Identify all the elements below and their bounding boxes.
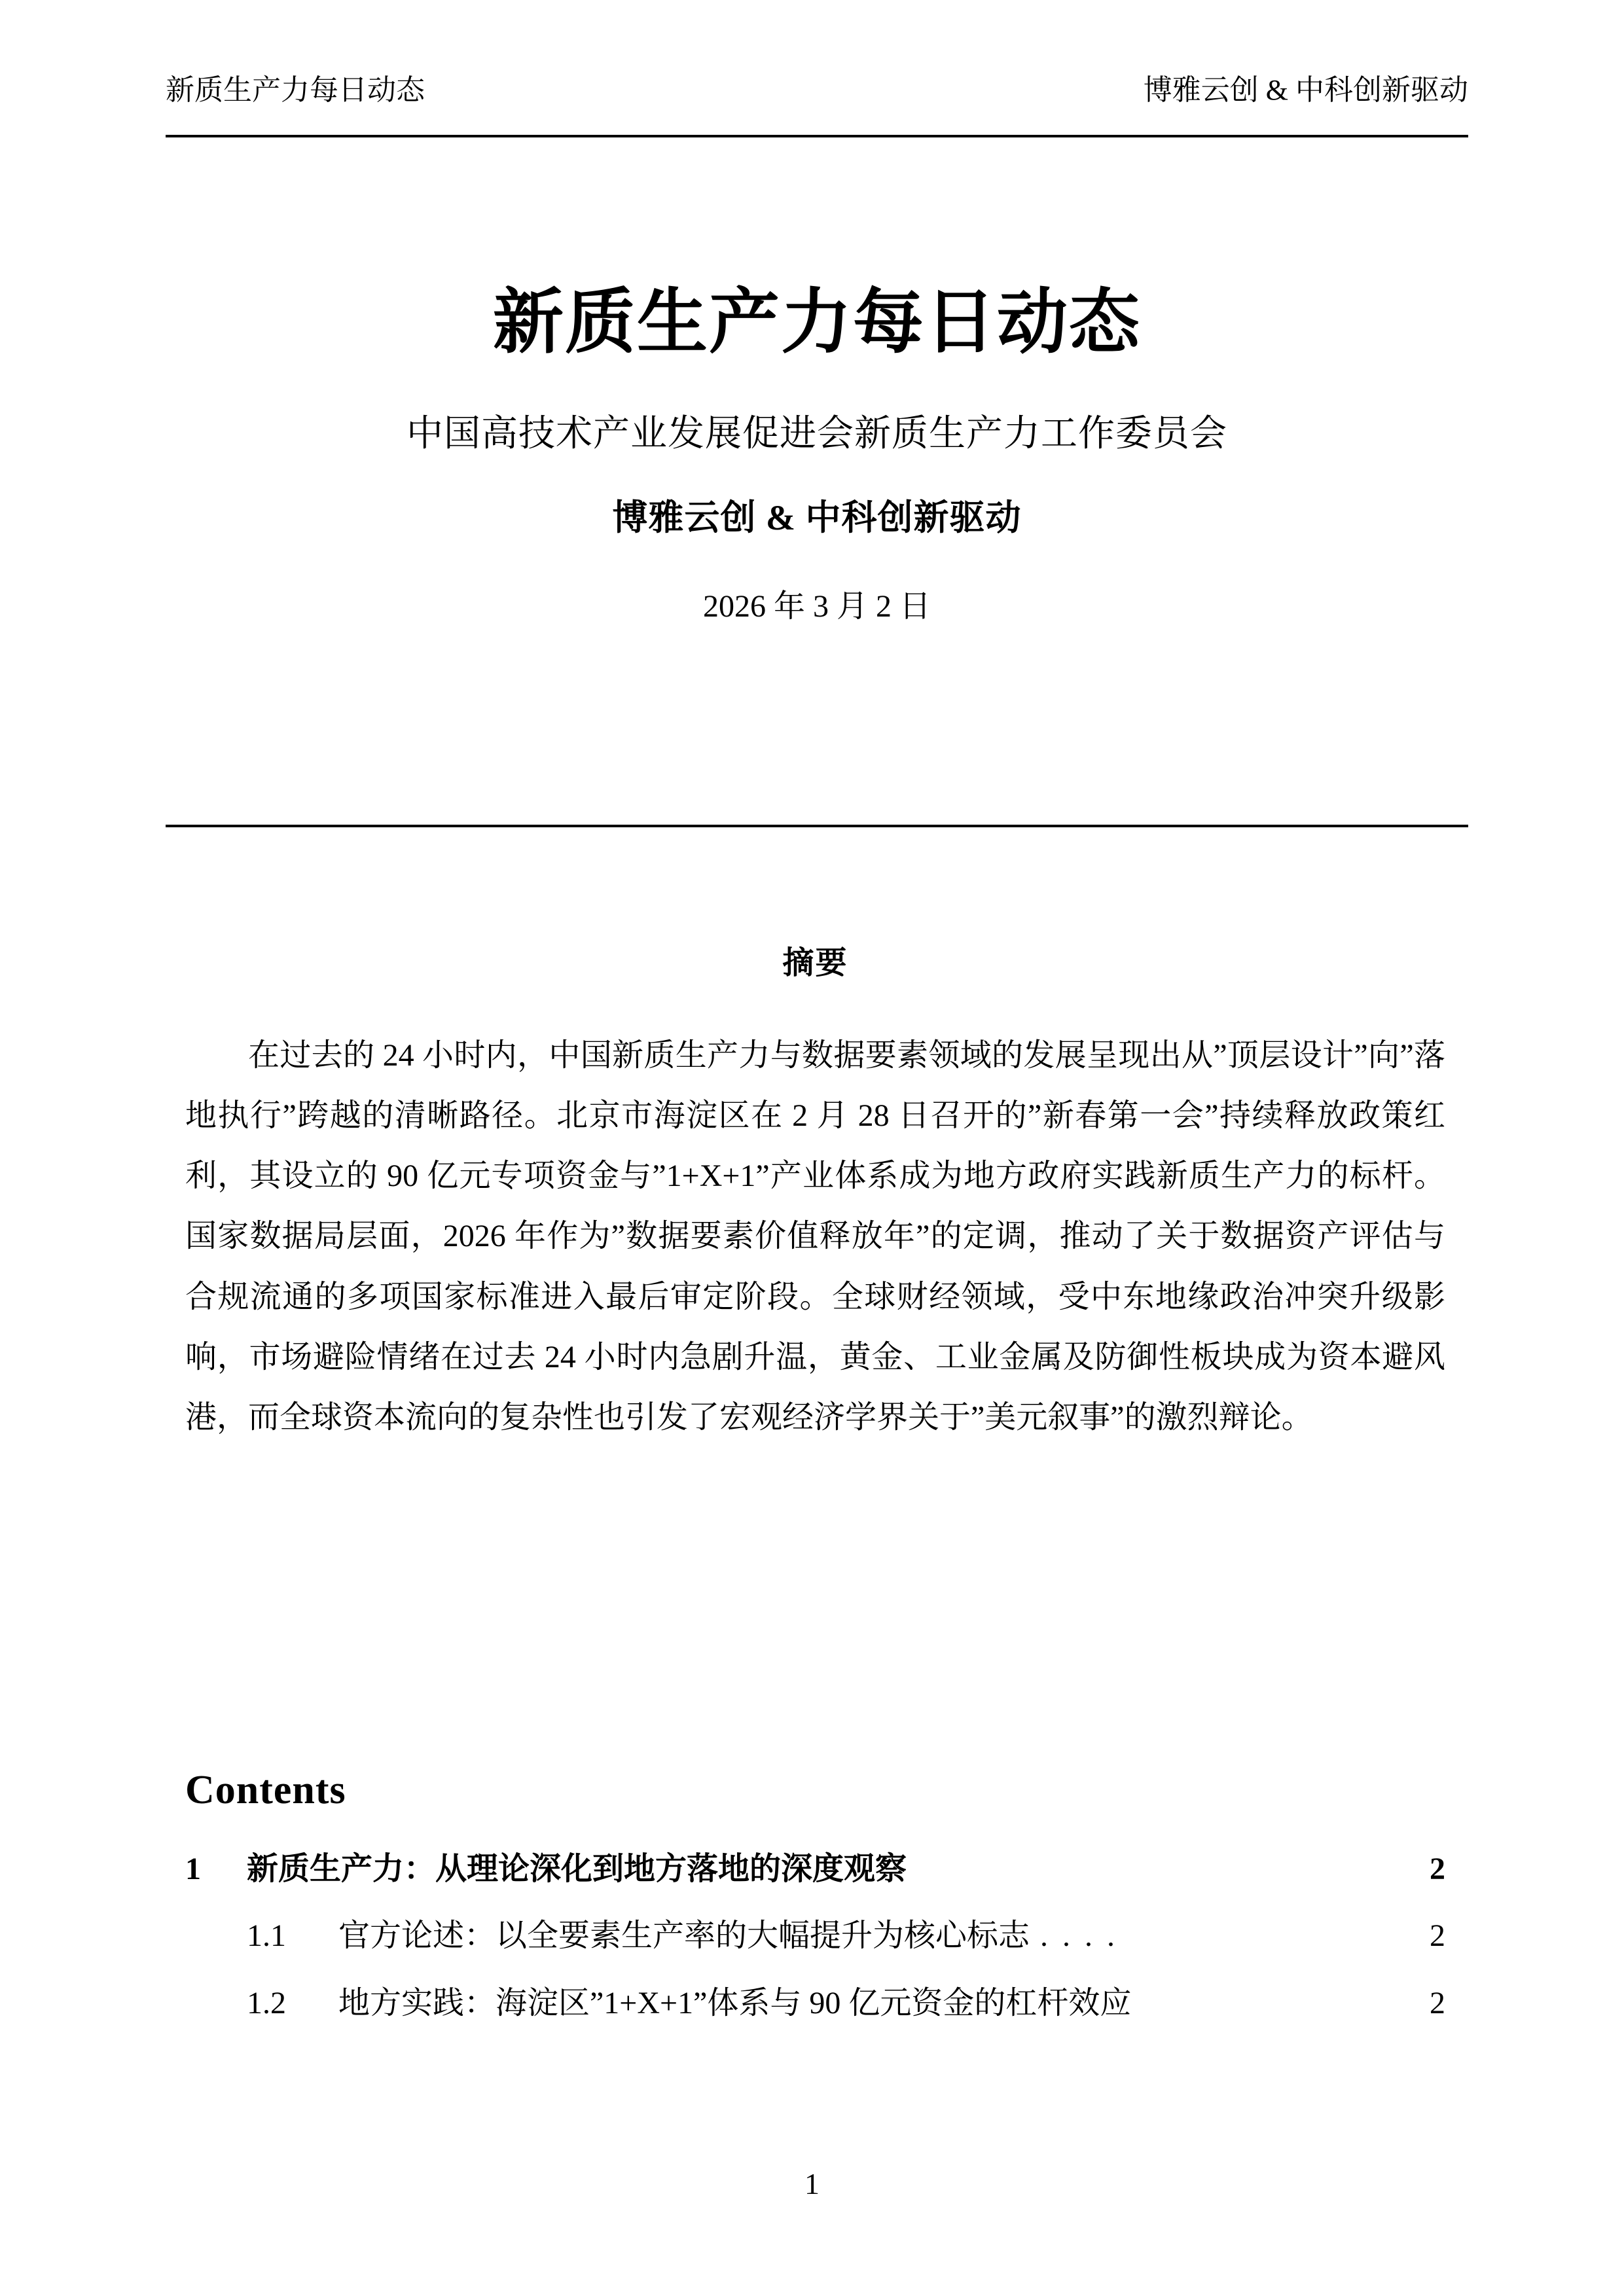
contents-heading: Contents [185, 1768, 346, 1812]
toc-entry-page: 2 [1430, 1985, 1445, 2020]
abstract-heading: 摘要 [782, 946, 848, 980]
running-head-left: 新质生产力每日动态 [166, 74, 425, 106]
header-rule [166, 135, 1468, 137]
toc-entry-label: 新质生产力：从理论深化到地方落地的深度观察 [247, 1852, 907, 1886]
title-block [166, 281, 1468, 628]
running-head [166, 72, 1468, 108]
document-title: 新质生产力每日动态 [492, 284, 1141, 362]
toc-entry-number: 1.2 [247, 1985, 286, 2020]
toc-entry-label: 官方论述：以全要素生产率的大幅提升为核心标志 [338, 1918, 1030, 1954]
toc-entry[interactable] [185, 1849, 1445, 1890]
title-rule [166, 825, 1468, 827]
toc-entry-number: 1.1 [247, 1918, 286, 1954]
toc-list [185, 1849, 1445, 2024]
document-organization: 博雅云创 & 中科创新驱动 [612, 498, 1022, 538]
running-head-right: 博雅云创 & 中科创新驱动 [1143, 74, 1468, 106]
abstract-body: 在过去的 24 小时内，中国新质生产力与数据要素领域的发展呈现出从”顶层设计”向”落地执行”跨越的清晰路径。北京市海淀区在 2 月 28 日召开的”新春第一会”持续释放政策红利，其设立的 90 亿元专项资金与”1+X+1”产业体系成为地方政府实践新质生产力的标杆。国家数据局层面，2026 年作为”数据要素价值释放年”的定调，推动了关于数据资产评估与合规流通的多项国家标准进入最后审定阶段。全球财经领域，受中东地缘政治冲突升级影响，市场避险情绪在过去 24 小时内急剧升温，黄金、工业金属及防御性板块成为资本避风港，而全球资本流向的复杂性也引发了宏观经济学界关于”美元叙事”的激烈辩论。 [185, 1038, 1445, 1435]
page-number: 1 [804, 2167, 820, 2200]
abstract-section [185, 937, 1445, 1448]
contents-section [185, 1767, 1445, 2050]
toc-entry[interactable] [185, 1916, 1445, 1956]
toc-entry-page: 2 [1430, 1918, 1445, 1954]
toc-entry-page: 2 [1430, 1852, 1445, 1886]
document-date: 2026 年 3 月 2 日 [702, 589, 931, 624]
toc-entry-leader: .... [1040, 1918, 1130, 1954]
toc-entry-label: 地方实践：海淀区”1+X+1”体系与 90 亿元资金的杠杆效应 [338, 1985, 1132, 2020]
toc-entry[interactable] [185, 1983, 1445, 2024]
toc-entry-number: 1 [185, 1852, 201, 1886]
document-subtitle: 中国高技术产业发展促进会新质生产力工作委员会 [406, 414, 1227, 455]
